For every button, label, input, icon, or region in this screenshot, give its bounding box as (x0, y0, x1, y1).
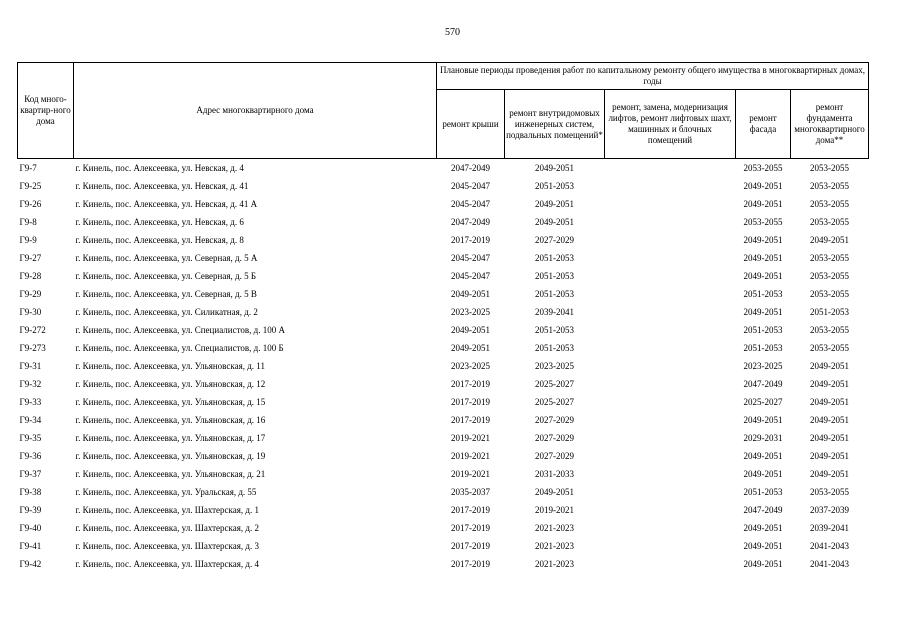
cell-address: г. Кинель, пос. Алексеевка, ул. Ульяновская, д. 19 (75, 451, 266, 461)
cell-code: Г9-28 (19, 271, 42, 281)
cell-foundation: 2053-2055 (810, 163, 849, 173)
cell-roof: 2049-2051 (451, 343, 490, 353)
table-row (18, 213, 869, 231)
cell-code: Г9-31 (19, 361, 42, 371)
cell-address: г. Кинель, пос. Алексеевка, ул. Невская, д. 8 (75, 235, 244, 245)
table-row (18, 339, 869, 357)
cell-engineering: 2019-2021 (535, 505, 574, 515)
cell-lift (605, 339, 736, 357)
cell-foundation: 2049-2051 (810, 361, 849, 371)
cell-lift (605, 213, 736, 231)
cell-engineering: 2027-2029 (535, 451, 574, 461)
table-row (18, 303, 869, 321)
cell-facade: 2049-2051 (743, 307, 783, 317)
cell-engineering: 2049-2051 (535, 163, 574, 173)
cell-facade: 2051-2053 (743, 343, 783, 353)
cell-address: г. Кинель, пос. Алексеевка, ул. Невская, д. 4 (75, 163, 244, 173)
cell-facade: 2051-2053 (743, 487, 783, 497)
cell-roof: 2017-2019 (451, 379, 490, 389)
cell-code: Г9-35 (19, 433, 42, 443)
cell-code: Г9-273 (19, 343, 46, 353)
cell-roof: 2017-2019 (451, 505, 490, 515)
cell-facade: 2025-2027 (743, 397, 783, 407)
cell-lift (605, 195, 736, 213)
cell-foundation: 2041-2043 (810, 541, 849, 551)
table-row (18, 501, 869, 519)
cell-engineering: 2021-2023 (535, 541, 574, 551)
cell-roof: 2045-2047 (451, 253, 490, 263)
cell-roof: 2023-2025 (451, 307, 490, 317)
cell-code: Г9-26 (19, 199, 42, 209)
cell-foundation: 2039-2041 (810, 523, 849, 533)
cell-address: г. Кинель, пос. Алексеевка, ул. Ульяновская, д. 15 (75, 397, 266, 407)
cell-foundation: 2053-2055 (810, 487, 849, 497)
header-code: Код много-квартир-ного дома (18, 63, 74, 159)
cell-foundation: 2053-2055 (810, 253, 849, 263)
table-row (18, 267, 869, 285)
cell-engineering: 2051-2053 (535, 181, 574, 191)
cell-code: Г9-41 (19, 541, 42, 551)
cell-lift (605, 501, 736, 519)
cell-facade: 2049-2051 (743, 469, 783, 479)
cell-address: г. Кинель, пос. Алексеевка, ул. Шахтерская, д. 2 (75, 523, 259, 533)
page-number: 570 (445, 27, 460, 38)
cell-roof: 2019-2021 (451, 433, 490, 443)
cell-code: Г9-38 (19, 487, 42, 497)
cell-code: Г9-36 (19, 451, 42, 461)
cell-lift (605, 159, 736, 178)
cell-foundation: 2049-2051 (810, 415, 849, 425)
cell-code: Г9-30 (19, 307, 42, 317)
cell-engineering: 2025-2027 (535, 379, 574, 389)
cell-code: Г9-40 (19, 523, 42, 533)
cell-lift (605, 285, 736, 303)
cell-code: Г9-42 (19, 559, 42, 569)
table-row (18, 285, 869, 303)
cell-roof: 2023-2025 (451, 361, 490, 371)
cell-code: Г9-8 (19, 217, 37, 227)
cell-code: Г9-34 (19, 415, 42, 425)
table-row (18, 321, 869, 339)
header-facade: ремонт фасада (736, 90, 791, 159)
cell-roof: 2019-2021 (451, 451, 490, 461)
header-foundation: ремонт фундамента многоквартирного дома** (791, 90, 869, 159)
cell-facade: 2029-2031 (743, 433, 783, 443)
cell-facade: 2051-2053 (743, 325, 783, 335)
cell-engineering: 2051-2053 (535, 289, 574, 299)
cell-lift (605, 429, 736, 447)
cell-facade: 2049-2051 (743, 541, 783, 551)
cell-roof: 2017-2019 (451, 235, 490, 245)
cell-engineering: 2021-2023 (535, 559, 574, 569)
cell-foundation: 2037-2039 (810, 505, 849, 515)
cell-foundation: 2041-2043 (810, 559, 849, 569)
table-row (18, 357, 869, 375)
cell-lift (605, 393, 736, 411)
table-row (18, 249, 869, 267)
cell-roof: 2017-2019 (451, 541, 490, 551)
cell-foundation: 2049-2051 (810, 451, 849, 461)
cell-roof: 2047-2049 (451, 217, 490, 227)
cell-address: г. Кинель, пос. Алексеевка, ул. Ульяновская, д. 16 (75, 415, 266, 425)
cell-engineering: 2051-2053 (535, 271, 574, 281)
cell-lift (605, 465, 736, 483)
table-row (18, 447, 869, 465)
cell-address: г. Кинель, пос. Алексеевка, ул. Ульяновская, д. 21 (75, 469, 266, 479)
cell-foundation: 2049-2051 (810, 469, 849, 479)
cell-engineering: 2027-2029 (535, 415, 574, 425)
table-row (18, 195, 869, 213)
cell-facade: 2049-2051 (743, 199, 783, 209)
cell-roof: 2017-2019 (451, 559, 490, 569)
table-row (18, 393, 869, 411)
cell-roof: 2019-2021 (451, 469, 490, 479)
cell-code: Г9-33 (19, 397, 42, 407)
cell-address: г. Кинель, пос. Алексеевка, ул. Невская, д. 6 (75, 217, 244, 227)
cell-engineering: 2051-2053 (535, 343, 574, 353)
cell-facade: 2049-2051 (743, 271, 783, 281)
cell-engineering: 2023-2025 (535, 361, 574, 371)
cell-facade: 2049-2051 (743, 235, 783, 245)
cell-lift (605, 483, 736, 501)
cell-address: г. Кинель, пос. Алексеевка, ул. Шахтерская, д. 1 (75, 505, 259, 515)
cell-engineering: 2021-2023 (535, 523, 574, 533)
cell-engineering: 2027-2029 (535, 433, 574, 443)
cell-address: г. Кинель, пос. Алексеевка, ул. Уральская, д. 55 (75, 487, 257, 497)
cell-lift (605, 231, 736, 249)
cell-address: г. Кинель, пос. Алексеевка, ул. Ульяновская, д. 12 (75, 379, 266, 389)
cell-foundation: 2053-2055 (810, 325, 849, 335)
cell-roof: 2049-2051 (451, 289, 490, 299)
cell-code: Г9-27 (19, 253, 42, 263)
cell-facade: 2047-2049 (743, 379, 783, 389)
cell-facade: 2053-2055 (743, 163, 783, 173)
cell-facade: 2023-2025 (743, 361, 783, 371)
cell-address: г. Кинель, пос. Алексеевка, ул. Северная, д. 5 Б (75, 271, 256, 281)
cell-lift (605, 357, 736, 375)
cell-facade: 2047-2049 (743, 505, 783, 515)
cell-code: Г9-37 (19, 469, 42, 479)
cell-address: г. Кинель, пос. Алексеевка, ул. Специалистов, д. 100 А (75, 325, 285, 335)
cell-foundation: 2049-2051 (810, 235, 849, 245)
table-row (18, 375, 869, 393)
cell-engineering: 2049-2051 (535, 199, 574, 209)
cell-facade: 2053-2055 (743, 217, 783, 227)
cell-address: г. Кинель, пос. Алексеевка, ул. Шахтерская, д. 3 (75, 541, 259, 551)
cell-code: Г9-32 (19, 379, 42, 389)
cell-code: Г9-7 (19, 163, 37, 173)
table-row (18, 483, 869, 501)
header-engineering: ремонт внутридомовых инженерных систем, подвальных помещений* (505, 90, 605, 159)
table-row (18, 555, 869, 573)
cell-code: Г9-272 (19, 325, 46, 335)
cell-foundation: 2049-2051 (810, 379, 849, 389)
cell-engineering: 2051-2053 (535, 325, 574, 335)
table-row (18, 411, 869, 429)
table-row (18, 519, 869, 537)
cell-roof: 2017-2019 (451, 397, 490, 407)
table-row (18, 537, 869, 555)
cell-lift (605, 555, 736, 573)
cell-lift (605, 519, 736, 537)
cell-foundation: 2051-2053 (810, 307, 849, 317)
cell-address: г. Кинель, пос. Алексеевка, ул. Ульяновская, д. 11 (75, 361, 265, 371)
cell-roof: 2035-2037 (451, 487, 490, 497)
cell-address: г. Кинель, пос. Алексеевка, ул. Северная, д. 5 А (75, 253, 258, 263)
cell-address: г. Кинель, пос. Алексеевка, ул. Специалистов, д. 100 Б (75, 343, 284, 353)
cell-engineering: 2025-2027 (535, 397, 574, 407)
cell-lift (605, 321, 736, 339)
repair-schedule-table (17, 62, 869, 573)
cell-lift (605, 177, 736, 195)
cell-roof: 2045-2047 (451, 271, 490, 281)
cell-roof: 2017-2019 (451, 415, 490, 425)
cell-facade: 2049-2051 (743, 451, 783, 461)
cell-facade: 2049-2051 (743, 559, 783, 569)
cell-roof: 2045-2047 (451, 199, 490, 209)
cell-roof: 2049-2051 (451, 325, 490, 335)
cell-engineering: 2049-2051 (535, 487, 574, 497)
table-row (18, 177, 869, 195)
cell-facade: 2049-2051 (743, 181, 783, 191)
cell-foundation: 2053-2055 (810, 289, 849, 299)
table-body (18, 159, 869, 574)
cell-roof: 2045-2047 (451, 181, 490, 191)
cell-roof: 2047-2049 (451, 163, 490, 173)
cell-facade: 2049-2051 (743, 415, 783, 425)
header-lift: ремонт, замена, модернизация лифтов, ремонт лифтовых шахт, машинных и блочных помещений (605, 90, 736, 159)
cell-address: г. Кинель, пос. Алексеевка, ул. Северная, д. 5 В (75, 289, 257, 299)
cell-engineering: 2027-2029 (535, 235, 574, 245)
cell-foundation: 2053-2055 (810, 343, 849, 353)
cell-engineering: 2051-2053 (535, 253, 574, 263)
cell-lift (605, 375, 736, 393)
cell-lift (605, 411, 736, 429)
cell-lift (605, 537, 736, 555)
cell-foundation: 2053-2055 (810, 199, 849, 209)
cell-facade: 2049-2051 (743, 253, 783, 263)
cell-lift (605, 249, 736, 267)
cell-lift (605, 267, 736, 285)
cell-lift (605, 447, 736, 465)
table-row (18, 465, 869, 483)
cell-foundation: 2053-2055 (810, 181, 849, 191)
cell-address: г. Кинель, пос. Алексеевка, ул. Ульяновская, д. 17 (75, 433, 266, 443)
cell-code: Г9-29 (19, 289, 42, 299)
cell-address: г. Кинель, пос. Алексеевка, ул. Невская, д. 41 А (75, 199, 258, 209)
table-row (18, 429, 869, 447)
cell-address: г. Кинель, пос. Алексеевка, ул. Шахтерская, д. 4 (75, 559, 259, 569)
cell-lift (605, 303, 736, 321)
header-address: Адрес многоквартирного дома (74, 63, 437, 159)
cell-engineering: 2031-2033 (535, 469, 574, 479)
cell-code: Г9-9 (19, 235, 37, 245)
table-row (18, 159, 869, 178)
cell-code: Г9-39 (19, 505, 42, 515)
cell-foundation: 2053-2055 (810, 217, 849, 227)
cell-engineering: 2039-2041 (535, 307, 574, 317)
cell-engineering: 2049-2051 (535, 217, 574, 227)
cell-address: г. Кинель, пос. Алексеевка, ул. Силикатная, д. 2 (75, 307, 258, 317)
table-row (18, 231, 869, 249)
cell-foundation: 2053-2055 (810, 271, 849, 281)
cell-facade: 2051-2053 (743, 289, 783, 299)
cell-code: Г9-25 (19, 181, 42, 191)
cell-facade: 2049-2051 (743, 523, 783, 533)
cell-foundation: 2049-2051 (810, 433, 849, 443)
header-periods: Плановые периоды проведения работ по капитальному ремонту общего имущества в многоквартирных домах, годы (437, 63, 869, 90)
cell-address: г. Кинель, пос. Алексеевка, ул. Невская, д. 41 (75, 181, 249, 191)
cell-foundation: 2049-2051 (810, 397, 849, 407)
cell-roof: 2017-2019 (451, 523, 490, 533)
header-roof: ремонт крыши (437, 90, 505, 159)
